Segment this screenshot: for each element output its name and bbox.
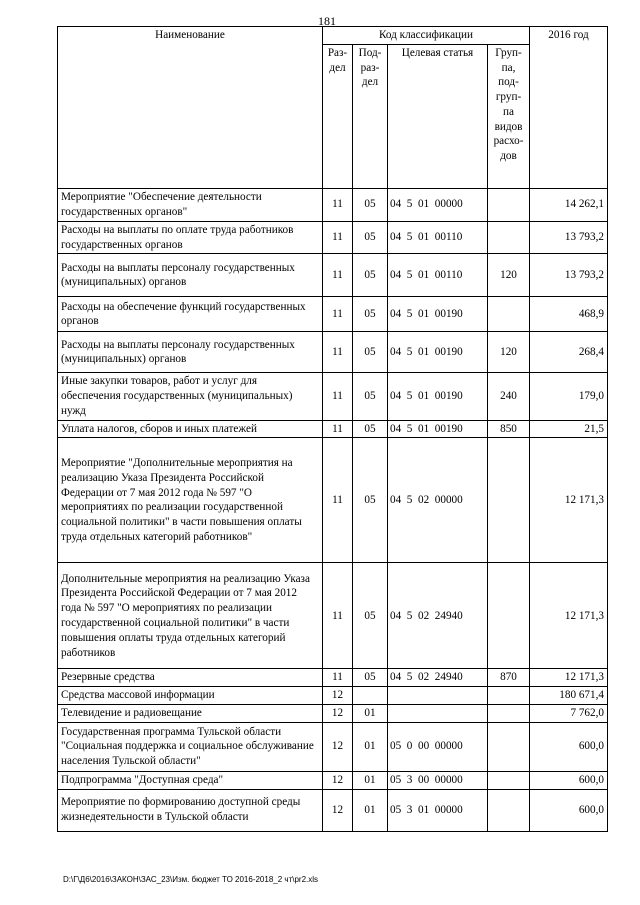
- row-razdel: 11: [323, 188, 353, 221]
- row-target: 04 5 02 24940: [388, 563, 488, 669]
- row-amount: 21,5: [530, 420, 608, 438]
- row-name: Мероприятие "Обеспечение деятельности государственных органов": [58, 188, 323, 221]
- row-vid: [488, 771, 530, 789]
- row-name: Расходы на выплаты персоналу государственных (муниципальных) органов: [58, 332, 323, 373]
- row-name: Подпрограмма "Доступная среда": [58, 771, 323, 789]
- table-row: [58, 420, 608, 438]
- row-razdel: 11: [323, 420, 353, 438]
- row-vid: [488, 438, 530, 563]
- header-razdel: Раз- дел: [323, 44, 353, 188]
- row-amount: 179,0: [530, 373, 608, 420]
- header-vid: Груп- па, под- груп- па видов расхо- дов: [488, 44, 530, 188]
- row-razdel: 11: [323, 373, 353, 420]
- row-name: Государственная программа Тульской области "Социальная поддержка и социальное обслуживание населения Тульской области": [58, 722, 323, 771]
- row-target: 04 5 01 00110: [388, 254, 488, 297]
- row-target: 04 5 02 00000: [388, 438, 488, 563]
- row-target: 05 3 00 00000: [388, 771, 488, 789]
- row-razdel: 11: [323, 438, 353, 563]
- row-razdel: 12: [323, 771, 353, 789]
- row-vid: [488, 722, 530, 771]
- row-target: 04 5 01 00110: [388, 221, 488, 254]
- row-podrazdel: 01: [353, 722, 388, 771]
- table-row: [58, 789, 608, 831]
- row-podrazdel: 05: [353, 297, 388, 332]
- row-amount: 268,4: [530, 332, 608, 373]
- row-name: Мероприятие "Дополнительные мероприятия на реализацию Указа Президента Российской Федерации от 7 мая 2012 года № 597 "О мероприятиях по реализации государственной социальной политики" в части повышения оплаты труда отдельных категорий работников": [58, 438, 323, 563]
- row-podrazdel: 05: [353, 420, 388, 438]
- row-vid: [488, 188, 530, 221]
- row-vid: [488, 221, 530, 254]
- row-target: 04 5 02 24940: [388, 669, 488, 687]
- row-amount: 468,9: [530, 297, 608, 332]
- row-razdel: 11: [323, 297, 353, 332]
- table-row: [58, 332, 608, 373]
- row-amount: 600,0: [530, 789, 608, 831]
- row-target: 04 5 01 00190: [388, 297, 488, 332]
- row-amount: 14 262,1: [530, 188, 608, 221]
- table-row: [58, 771, 608, 789]
- row-razdel: 11: [323, 669, 353, 687]
- row-vid: 870: [488, 669, 530, 687]
- row-razdel: 11: [323, 254, 353, 297]
- row-name: Средства массовой информации: [58, 687, 323, 705]
- header-name: Наименование: [58, 27, 323, 189]
- row-target: 05 0 00 00000: [388, 722, 488, 771]
- row-name: Иные закупки товаров, работ и услуг для обеспечения государственных (муниципальных) нужд: [58, 373, 323, 420]
- row-amount: 600,0: [530, 771, 608, 789]
- row-name: Телевидение и радиовещание: [58, 705, 323, 723]
- row-razdel: 12: [323, 705, 353, 723]
- row-amount: 12 171,3: [530, 438, 608, 563]
- table-row: [58, 188, 608, 221]
- row-podrazdel: 05: [353, 332, 388, 373]
- row-podrazdel: 05: [353, 438, 388, 563]
- row-vid: 120: [488, 332, 530, 373]
- row-target: 04 5 01 00190: [388, 332, 488, 373]
- row-name: Уплата налогов, сборов и иных платежей: [58, 420, 323, 438]
- row-amount: 12 171,3: [530, 669, 608, 687]
- row-razdel: 12: [323, 789, 353, 831]
- table-row: [58, 221, 608, 254]
- row-razdel: 11: [323, 221, 353, 254]
- row-podrazdel: 01: [353, 705, 388, 723]
- row-name: Резервные средства: [58, 669, 323, 687]
- row-amount: 600,0: [530, 722, 608, 771]
- row-podrazdel: 05: [353, 188, 388, 221]
- header-year: 2016 год: [530, 27, 608, 189]
- header-code-group: Код классификации: [323, 27, 530, 45]
- table-row: [58, 563, 608, 669]
- row-razdel: 11: [323, 332, 353, 373]
- table-row: [58, 705, 608, 723]
- row-podrazdel: 05: [353, 254, 388, 297]
- row-amount: 12 171,3: [530, 563, 608, 669]
- row-target: 05 3 01 00000: [388, 789, 488, 831]
- row-target: 04 5 01 00190: [388, 420, 488, 438]
- row-name: Расходы на выплаты персоналу государственных (муниципальных) органов: [58, 254, 323, 297]
- row-name: Дополнительные мероприятия на реализацию Указа Президента Российской Федерации от 7 мая 2012 года № 597 "О мероприятиях по реализации государственной социальной политики" в части повышения оплаты труда отдельных категорий работников: [58, 563, 323, 669]
- row-name: Мероприятие по формированию доступной среды жизнедеятельности в Тульской области: [58, 789, 323, 831]
- row-podrazdel: 01: [353, 789, 388, 831]
- table-row: [58, 438, 608, 563]
- row-vid: [488, 705, 530, 723]
- row-razdel: 11: [323, 563, 353, 669]
- row-podrazdel: 05: [353, 563, 388, 669]
- row-vid: 120: [488, 254, 530, 297]
- row-vid: [488, 297, 530, 332]
- row-target: [388, 687, 488, 705]
- row-podrazdel: 05: [353, 221, 388, 254]
- row-vid: [488, 563, 530, 669]
- row-vid: [488, 687, 530, 705]
- table-row: [58, 254, 608, 297]
- row-podrazdel: 05: [353, 373, 388, 420]
- row-amount: 7 762,0: [530, 705, 608, 723]
- row-amount: 13 793,2: [530, 221, 608, 254]
- row-podrazdel: [353, 687, 388, 705]
- row-target: 04 5 01 00000: [388, 188, 488, 221]
- table-row: [58, 722, 608, 771]
- table-row: [58, 297, 608, 332]
- row-target: [388, 705, 488, 723]
- budget-table: [57, 26, 608, 832]
- footer-file-path: D:\Г\Д6\2016\ЗАКОН\ЗАС_23\Изм. бюджет ТО 2016-2018_2 чт\pr2.xls: [63, 875, 319, 884]
- header-target: Целевая статья: [388, 44, 488, 188]
- row-razdel: 12: [323, 722, 353, 771]
- row-podrazdel: 01: [353, 771, 388, 789]
- row-amount: 180 671,4: [530, 687, 608, 705]
- table-body: [58, 188, 608, 831]
- row-target: 04 5 01 00190: [388, 373, 488, 420]
- table-row: [58, 373, 608, 420]
- header-podrazdel: Под- раз- дел: [353, 44, 388, 188]
- page-number: 181: [318, 14, 336, 28]
- table-row: [58, 669, 608, 687]
- row-vid: [488, 789, 530, 831]
- row-razdel: 12: [323, 687, 353, 705]
- row-name: Расходы на выплаты по оплате труда работников государственных органов: [58, 221, 323, 254]
- row-vid: 850: [488, 420, 530, 438]
- row-vid: 240: [488, 373, 530, 420]
- row-amount: 13 793,2: [530, 254, 608, 297]
- row-podrazdel: 05: [353, 669, 388, 687]
- table-row: [58, 687, 608, 705]
- row-name: Расходы на обеспечение функций государственных органов: [58, 297, 323, 332]
